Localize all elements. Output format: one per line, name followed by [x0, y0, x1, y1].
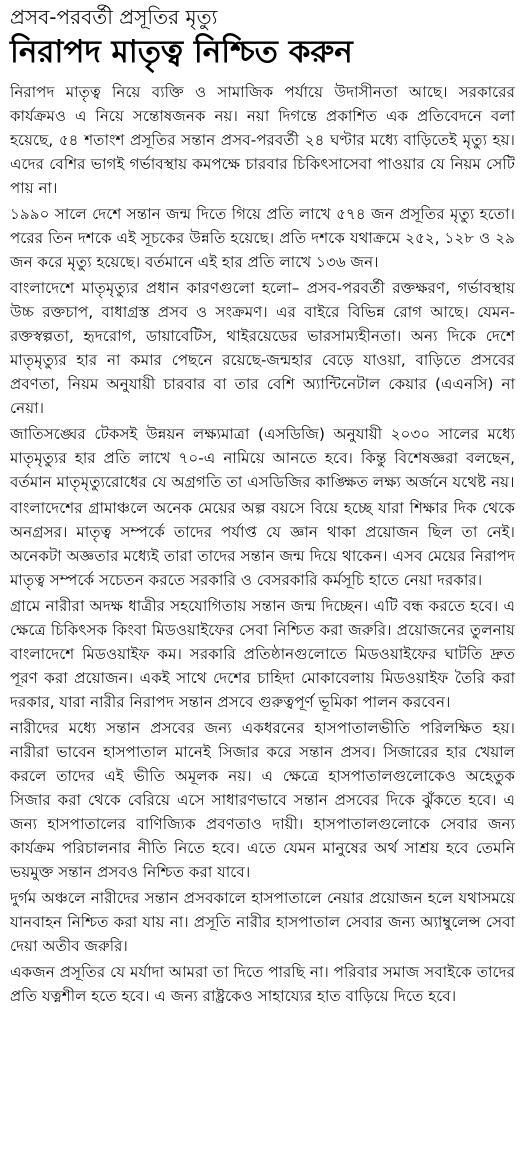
- article-paragraph: বাংলাদেশের গ্রামাঞ্চলে অনেক মেয়ের অল্প বয়সে বিয়ে হচ্ছে যারা শিক্ষার দিক থেকে অনগ্রসর। মাতৃত্ব সম্পর্কে তাদের পর্যাপ্ত যে জ্ঞান থাকা প্রয়োজন ছিল তা নেই। অনেকটা অজ্ঞতার মধ্যেই তারা তাদের সন্তান জন্ম দিয়ে থাকেন। এসব মেয়ের নিরাপদ মাতৃত্ব সম্পর্কে সচেতন করতে সরকারি ও বেসরকারি কর্মসূচি হাতে নেয়া দরকার।: [10, 499, 515, 589]
- article-headline: নিরাপদ মাতৃত্ব নিশ্চিত করুন: [10, 34, 353, 70]
- article-paragraph: গ্রামে নারীরা অদক্ষ ধাত্রীর সহযোগিতায় সন্তান জন্ম দিচ্ছেন। এটি বন্ধ করতে হবে। এ ক্ষেত্রে চিকিৎসক কিংবা মিডওয়াইফের সেবা নিশ্চিত করা জরুরি। প্রয়োজনের তুলনায় বাংলাদেশে মিডওয়াইফ কম। সরকারি প্রতিষ্ঠানগুলোতে মিডওয়াইফের ঘাটতি দ্রুত পূরণ করা প্রয়োজন। একই সাথে দেশের চাহিদা মোকাবেলায় মিডওয়াইফ তৈরি করা দরকার, যারা নারীর নিরাপদ সন্তান প্রসবে গুরুত্বপূর্ণ ভূমিকা পালন করবেন।: [10, 597, 515, 711]
- article-paragraph: নিরাপদ মাতৃত্ব নিয়ে ব্যক্তি ও সামাজিক পর্যায়ে উদাসীনতা আছে। সরকারের কার্যক্রমও এ নিয়ে সন্তোষজনক নয়। নয়া দিগন্তে প্রকাশিত এক প্রতিবেদনে বলা হয়েছে, ৫৪ শতাংশ প্রসূতির সন্তান প্রসব-পরবর্তী ২৪ ঘণ্টার মধ্যে বাড়িতেই মৃত্যু হয়। এদের বেশির ভাগই গর্ভাবস্থায় কমপক্ষে চারবার চিকিৎসাসেবা পাওয়ার যে নিয়ম সেটি পায় না।: [10, 83, 515, 197]
- editorial-article: [10, 4, 515, 1010]
- article-paragraph: একজন প্রসূতির যে মর্যাদা আমরা তা দিতে পারছি না। পরিবার সমাজ সবাইকে তাদের প্রতি যত্নশীল হতে হবে। এ জন্য রাষ্ট্রকেও সাহায্যের হাত বাড়িয়ে দিতে হবে।: [10, 963, 515, 1005]
- article-paragraph: দুর্গম অঞ্চলে নারীদের সন্তান প্রসবকালে হাসপাতালে নেয়ার প্রয়োজন হলে যথাসময়ে যানবাহন নিশ্চিত করা যায় না। প্রসূতি নারীর হাসপাতাল সেবার জন্য অ্যাম্বুলেন্স সেবা দেয়া অতীব জরুরি।: [10, 889, 515, 955]
- article-paragraph: জাতিসঙ্ঘের টেকসই উন্নয়ন লক্ষ্যমাত্রা (এসডিজি) অনুযায়ী ২০৩০ সালের মধ্যে মাতৃমৃত্যুর হার প্রতি লাখে ৭০-এ নামিয়ে আনতে হবে। কিন্তু বিশেষজ্ঞরা বলছেন, বর্তমান মাতৃমৃত্যুরোধের যে অগ্রগতি তা এসডিজির কাঙ্ক্ষিত লক্ষ্য অর্জনে যথেষ্ট নয়।: [10, 425, 515, 491]
- article-paragraph: বাংলাদেশে মাতৃমৃত্যুর প্রধান কারণগুলো হলো– প্রসব-পরবর্তী রক্তক্ষরণ, গর্ভাবস্থায় উচ্চ রক্তচাপ, বাধাগ্রস্ত প্রসব ও সংক্রমণ। এর বাইরে বিভিন্ন রোগ আছে। যেমন-রক্তস্বল্পতা, হৃদরোগ, ডায়াবেটিস, থাইরয়েডের ভারসাম্যহীনতা। অন্য দিকে দেশে মাতৃমৃত্যুর হার না কমার পেছনে রয়েছে-জন্মহার বেড়ে যাওয়া, বাড়িতে প্রসবের প্রবণতা, নিয়ম অনুযায়ী চারবার বা তার বেশি অ্যান্টিনেটাল কেয়ার (এএনসি) না নেয়া।: [10, 279, 515, 417]
- article-paragraph: ১৯৯০ সালে দেশে সন্তান জন্ম দিতে গিয়ে প্রতি লাখে ৫৭৪ জন প্রসূতির মৃত্যু হতো। পরের তিন দশকে এই সূচকের উন্নতি হয়েছে। প্রতি দশকে যথাক্রমে ২৫২, ১২৮ ও ২৯ জন করে মৃত্যু হয়েছে। বর্তমানে এই হার প্রতি লাখে ১৩৬ জন।: [10, 205, 515, 271]
- article-kicker: প্রসব-পরবর্তী প্রসূতির মৃত্যু: [10, 5, 218, 29]
- article-paragraph: নারীদের মধ্যে সন্তান প্রসবের জন্য একধরনের হাসপাতালভীতি পরিলক্ষিত হয়। নারীরা ভাবেন হাসপাতাল মানেই সিজার করে সন্তান প্রসব। সিজারের হার খেয়াল করলে তাদের এই ভীতি অমূলক নয়। এ ক্ষেত্রে হাসপাতালগুলোকেও অহেতুক সিজার করা থেকে বেরিয়ে এসে সাধারণভাবে সন্তান প্রসবের দিকে ঝুঁকতে হবে। এ জন্য হাসপাতালের বাণিজ্যিক প্রবণতাও দায়ী। হাসপাতালগুলোকে সেবার জন্য কার্যক্রম পরিচালনার নীতি নিতে হবে। এতে যেমন মানুষের অর্থ সাশ্রয় হবে তেমনি ভয়মুক্ত সন্তান প্রসবও নিশ্চিত করা যাবে।: [10, 719, 515, 881]
